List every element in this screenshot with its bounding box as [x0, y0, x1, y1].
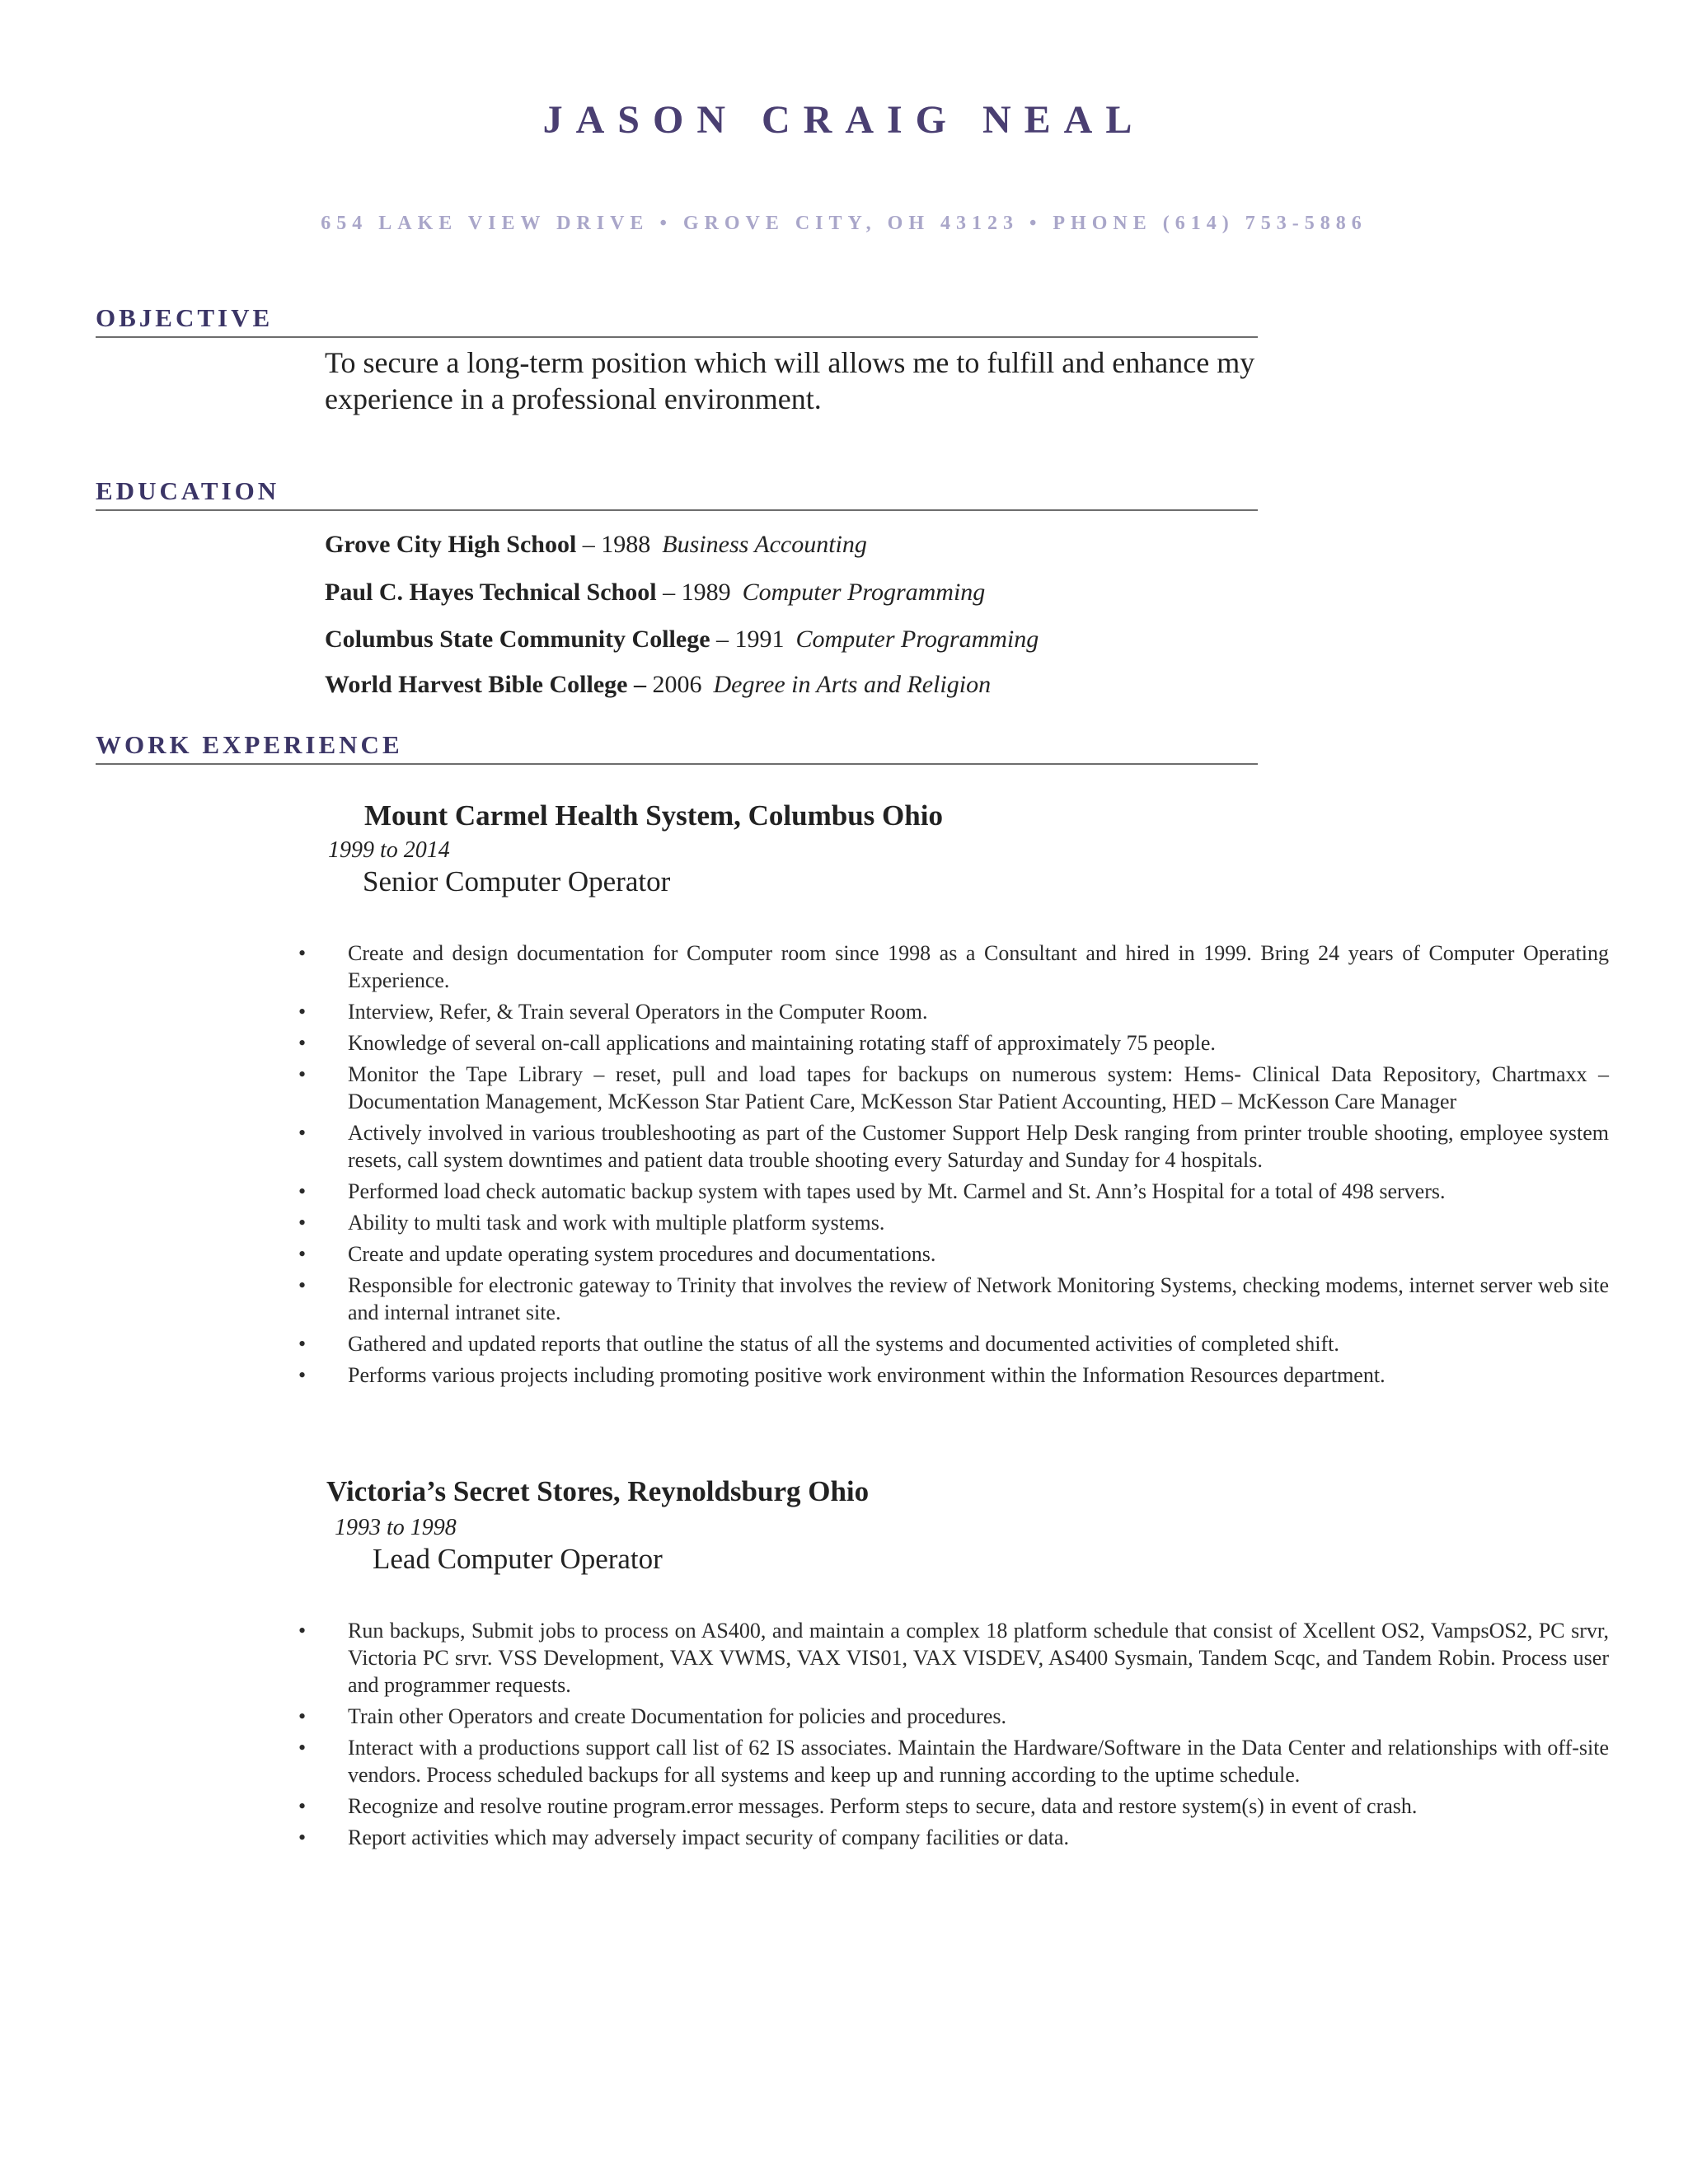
bullet-icon: •: [298, 1704, 307, 1728]
degree: Business Accounting: [662, 531, 867, 558]
list-item: [298, 1824, 1609, 1851]
bullet-icon: •: [298, 1736, 307, 1760]
education-year: – 1988: [576, 531, 651, 558]
list-item-text: Run backups, Submit jobs to process on AS400, and maintain a complex 18 platform schedule that consist of Xcellent OS2, VampsOS2, PC srvr, Victoria PC srvr. VSS Development, VAX VWMS, VAX VIS01, VAX VISDEV, AS400 Sysmain, Tandem Scqc, and Tandem Robin. Process user and programmer requests.: [348, 1619, 1609, 1697]
education-year: – 1989: [656, 579, 731, 606]
list-item: [298, 1734, 1609, 1788]
list-item: [298, 1119, 1609, 1174]
education-heading: EDUCATION: [96, 476, 1258, 511]
job-responsibilities-list: [298, 1617, 1609, 1855]
degree: Degree in Arts and Religion: [713, 671, 992, 698]
list-item-text: Gathered and updated reports that outline the status of all the systems and documented activities of completed shift.: [348, 1332, 1339, 1356]
school-name: Columbus State Community College: [325, 626, 710, 653]
list-item-text: Interact with a productions support call list of 62 IS associates. Maintain the Hardware/Software in the Data Center and relationships with off-site vendors. Process scheduled backups for all systems and keep up and running according to the uptime schedule.: [348, 1736, 1609, 1787]
list-item-text: Monitor the Tape Library – reset, pull and load tapes for backups on numerous system: Hems- Clinical Data Repository, Chartmaxx – Documentation Management, McKesson Star Patient Care, McKesson Star Patient Accounting, HED – McKesson Care Manager: [348, 1062, 1609, 1113]
bullet-icon: •: [298, 1179, 307, 1203]
education-year: 2006: [645, 671, 702, 698]
list-item-text: Report activities which may adversely impact security of company facilities or data.: [348, 1825, 1070, 1849]
education-item: [325, 531, 867, 559]
job-company: Mount Carmel Health System, Columbus Ohio: [364, 799, 943, 832]
bullet-icon: •: [298, 1211, 307, 1235]
list-item-text: Ability to multi task and work with multiple platform systems.: [348, 1211, 885, 1235]
list-item-text: Knowledge of several on-call applications and maintaining rotating staff of approximately 75 people.: [348, 1031, 1216, 1055]
objective-heading: OBJECTIVE: [96, 303, 1258, 338]
list-item: [298, 1061, 1609, 1115]
bullet-icon: •: [298, 1619, 307, 1643]
job-responsibilities-list: [298, 940, 1609, 1393]
education-year: – 1991: [710, 626, 785, 653]
education-item: [325, 579, 985, 607]
education-item: [325, 671, 991, 699]
school-name: Grove City High School: [325, 531, 577, 558]
bullet-icon: •: [298, 941, 307, 965]
list-item-text: Create and update operating system procedures and documentations.: [348, 1242, 936, 1266]
list-item: [298, 1330, 1609, 1357]
degree: Computer Programming: [742, 579, 986, 606]
job-title: Lead Computer Operator: [373, 1543, 663, 1575]
education-item: [325, 626, 1039, 654]
school-name: Paul C. Hayes Technical School: [325, 579, 657, 606]
list-item: [298, 1209, 1609, 1236]
list-item-text: Performed load check automatic backup system with tapes used by Mt. Carmel and St. Ann’s Hospital for a total of 498 servers.: [348, 1179, 1446, 1203]
list-item: [298, 1617, 1609, 1699]
list-item: [298, 1178, 1609, 1205]
degree: Computer Programming: [795, 626, 1039, 653]
school-name: World Harvest Bible College –: [325, 671, 646, 698]
bullet-icon: •: [298, 1062, 307, 1086]
bullet-icon: •: [298, 1825, 307, 1849]
list-item: [298, 1029, 1609, 1057]
bullet-icon: •: [298, 1121, 307, 1145]
job-title: Senior Computer Operator: [363, 865, 671, 898]
list-item: [298, 1793, 1609, 1820]
list-item: [298, 998, 1609, 1025]
contact-line: 654 LAKE VIEW DRIVE • GROVE CITY, OH 43123 • PHONE (614) 753-5886: [321, 213, 1367, 234]
list-item: [298, 940, 1609, 994]
list-item-text: Recognize and resolve routine program.error messages. Perform steps to secure, data and restore system(s) in event of crash.: [348, 1794, 1418, 1818]
list-item: [298, 1272, 1609, 1326]
list-item-text: Responsible for electronic gateway to Trinity that involves the review of Network Monitoring Systems, checking modems, internet server web site and internal intranet site.: [348, 1273, 1609, 1324]
list-item-text: Train other Operators and create Documentation for policies and procedures.: [348, 1704, 1006, 1728]
list-item: [298, 1240, 1609, 1268]
bullet-icon: •: [298, 1000, 307, 1024]
bullet-icon: •: [298, 1794, 307, 1818]
list-item-text: Create and design documentation for Computer room since 1998 as a Consultant and hired in 1999. Bring 24 years of Computer Operating Experience.: [348, 941, 1609, 992]
bullet-icon: •: [298, 1363, 307, 1387]
job-dates: 1999 to 2014: [328, 837, 450, 863]
job-company: Victoria’s Secret Stores, Reynoldsburg Ohio: [326, 1475, 870, 1507]
bullet-icon: •: [298, 1332, 307, 1356]
bullet-icon: •: [298, 1031, 307, 1055]
list-item: [298, 1361, 1609, 1389]
list-item-text: Actively involved in various troubleshooting as part of the Customer Support Help Desk ranging from printer trouble shooting, employee system resets, call system downtimes and patient data trouble shooting every Saturday and Sunday for 4 hospitals.: [348, 1121, 1609, 1172]
candidate-name: JASON CRAIG NEAL: [542, 98, 1146, 142]
job-dates: 1993 to 1998: [335, 1515, 457, 1540]
list-item-text: Performs various projects including promoting positive work environment within the Information Resources department.: [348, 1363, 1386, 1387]
bullet-icon: •: [298, 1242, 307, 1266]
bullet-icon: •: [298, 1273, 307, 1297]
list-item-text: Interview, Refer, & Train several Operators in the Computer Room.: [348, 1000, 928, 1024]
work-experience-heading: WORK EXPERIENCE: [96, 730, 1258, 765]
objective-text: To secure a long-term position which will allows me to fulfill and enhance my experience in a professional environment.: [325, 346, 1255, 415]
list-item: [298, 1703, 1609, 1730]
